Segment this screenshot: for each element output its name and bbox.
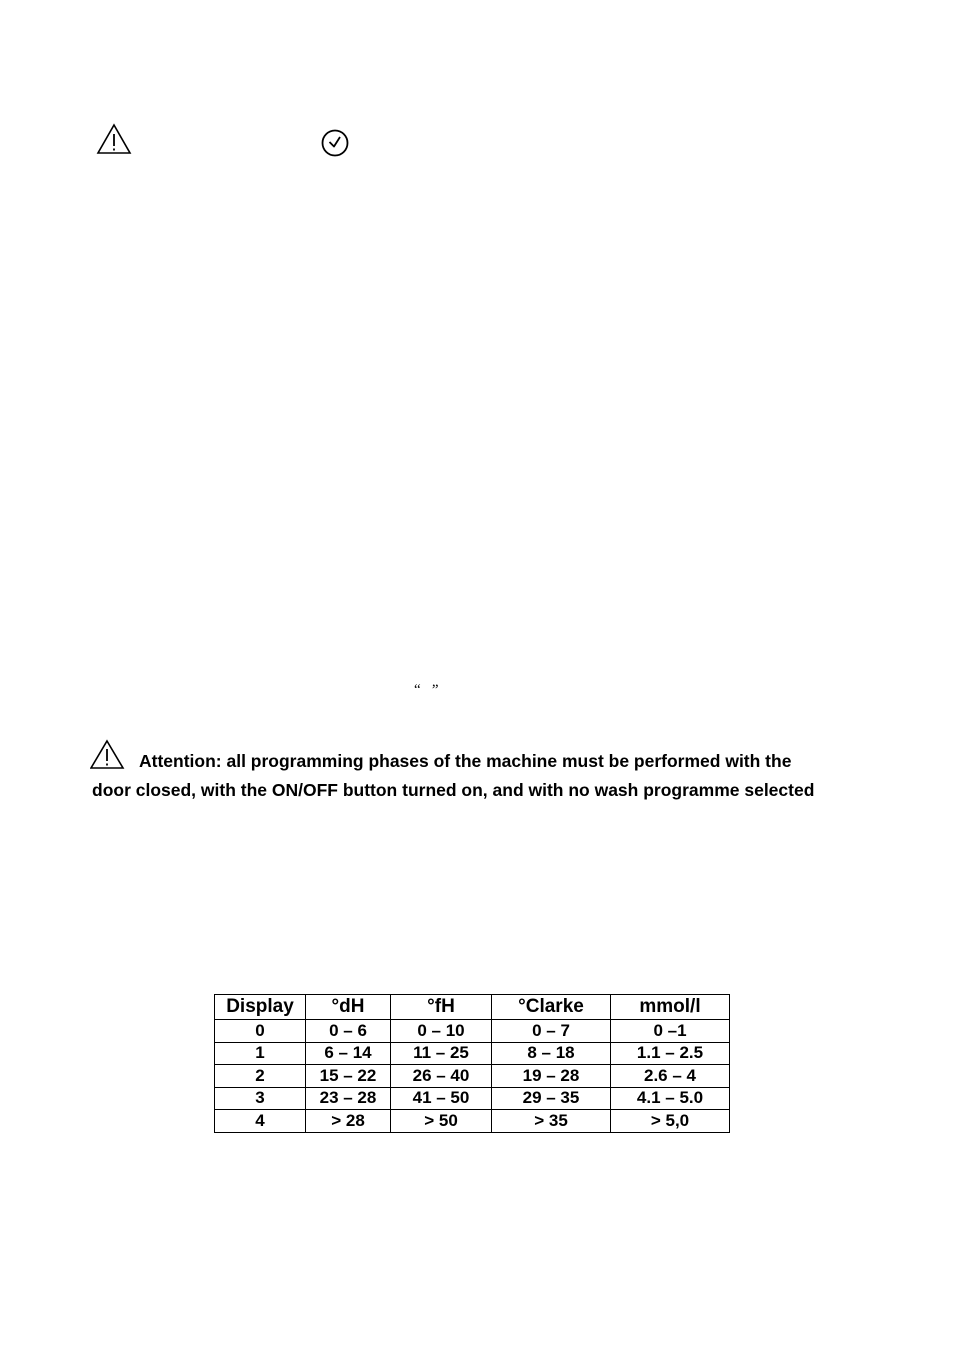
table-cell: 0 – 7 (492, 1020, 611, 1043)
table-cell: 3 (215, 1087, 306, 1110)
table-row (215, 1110, 730, 1133)
table-cell: > 35 (492, 1110, 611, 1133)
warning-icon (96, 123, 132, 155)
table-cell: 19 – 28 (492, 1065, 611, 1088)
header-clarke: °Clarke (492, 995, 611, 1020)
table-cell: 0 – 6 (306, 1020, 391, 1043)
water-hardness-table (214, 994, 730, 1133)
clock-icon (319, 127, 351, 159)
header-dh: °dH (306, 995, 391, 1020)
table-cell: 11 – 25 (391, 1042, 492, 1065)
table-cell: 15 – 22 (306, 1065, 391, 1088)
table-cell: 41 – 50 (391, 1087, 492, 1110)
table-header-row (215, 995, 730, 1020)
table-cell: 6 – 14 (306, 1042, 391, 1065)
header-fh: °fH (391, 995, 492, 1020)
table-cell: 4 (215, 1110, 306, 1133)
warning-icon (90, 739, 126, 770)
table-cell: 1.1 – 2.5 (611, 1042, 730, 1065)
table-row (215, 1087, 730, 1110)
table-cell: 0 (215, 1020, 306, 1043)
table-cell: 2 (215, 1065, 306, 1088)
quotation-marks: “ ” (414, 682, 439, 698)
table-cell: 26 – 40 (391, 1065, 492, 1088)
attention-text-line-2: door closed, with the ON/OFF button turned on, and with no wash programme selected (92, 780, 815, 800)
table-cell: 4.1 – 5.0 (611, 1087, 730, 1110)
attention-text-line-1: Attention: all programming phases of the machine must be performed with the (139, 751, 792, 771)
table-cell: > 50 (391, 1110, 492, 1133)
header-mmol: mmol/l (611, 995, 730, 1020)
table-cell: 0 –1 (611, 1020, 730, 1043)
table-row (215, 1020, 730, 1043)
table-cell: > 5,0 (611, 1110, 730, 1133)
table-cell: 2.6 – 4 (611, 1065, 730, 1088)
table-cell: > 28 (306, 1110, 391, 1133)
table-cell: 8 – 18 (492, 1042, 611, 1065)
table-cell: 0 – 10 (391, 1020, 492, 1043)
table-row (215, 1042, 730, 1065)
table-cell: 1 (215, 1042, 306, 1065)
table-cell: 29 – 35 (492, 1087, 611, 1110)
table-cell: 23 – 28 (306, 1087, 391, 1110)
header-display: Display (215, 995, 306, 1020)
table-row (215, 1065, 730, 1088)
